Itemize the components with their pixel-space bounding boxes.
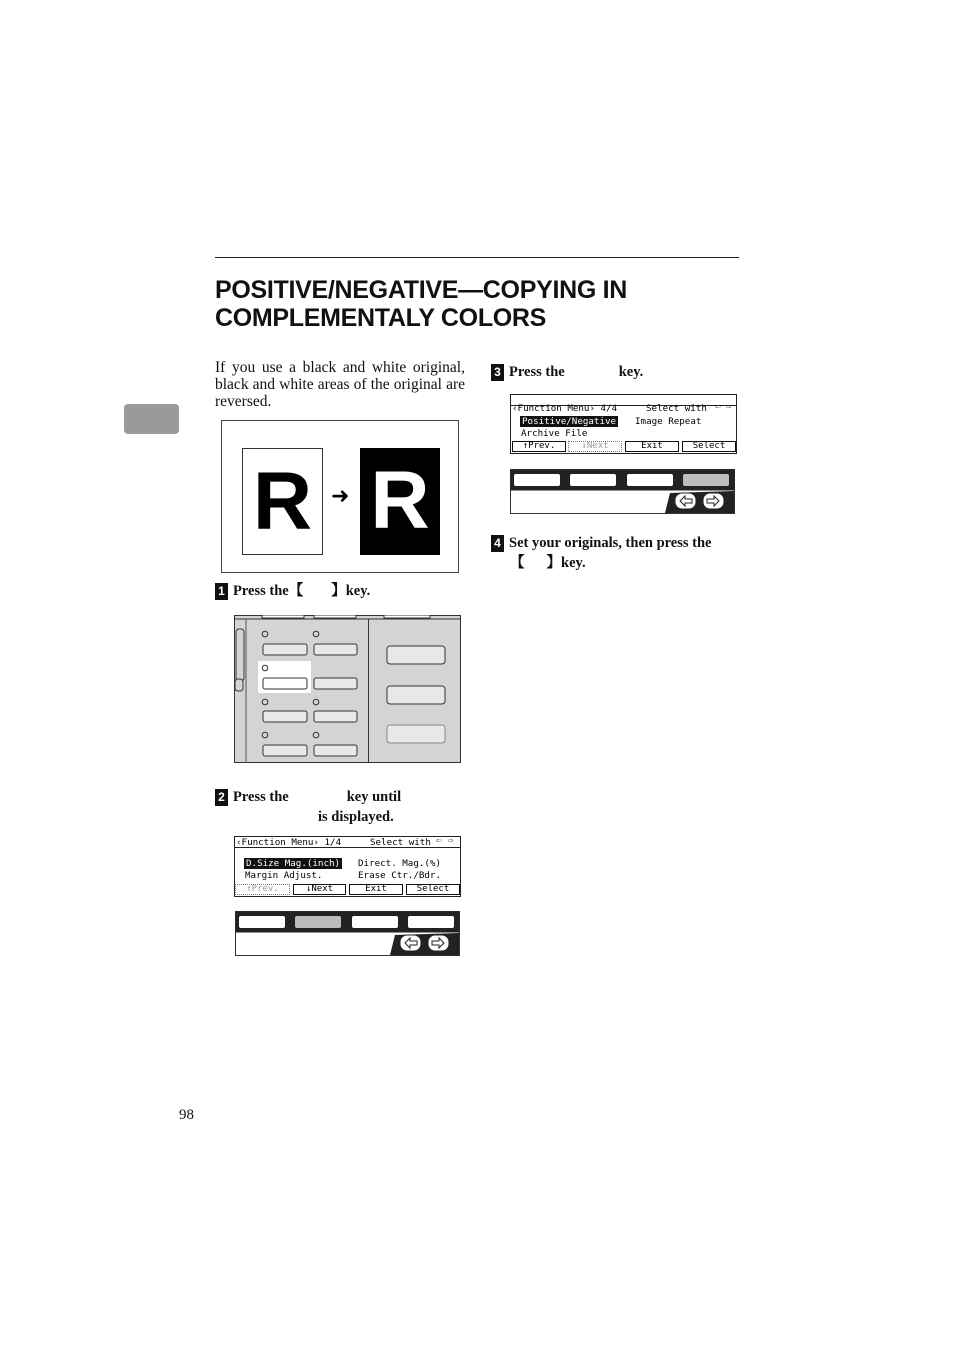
step-3 xyxy=(491,364,751,381)
page-number: 98 xyxy=(179,1107,194,1123)
step-4-text-a: Set your originals, then press the xyxy=(509,535,712,551)
lcd2-select-softkey[interactable]: Select xyxy=(682,441,736,452)
right-arrow-icon: ⇨ xyxy=(726,402,732,412)
title-line-2: COMPLEMENTALY COLORS xyxy=(215,304,547,332)
step-4-number: 4 xyxy=(491,535,504,552)
step-4-line2 xyxy=(510,555,586,572)
step-4-text-b: key. xyxy=(561,555,586,571)
reversed-letter: R xyxy=(370,455,430,546)
original-sheet xyxy=(242,448,323,555)
chapter-tab xyxy=(124,404,179,434)
key-strip-2 xyxy=(510,469,735,514)
lcd2-item-image-repeat[interactable]: Image Repeat xyxy=(635,416,702,427)
lcd1-item-margin-adjust[interactable]: Margin Adjust. xyxy=(245,870,323,881)
lcd1-header: ‹Function Menu› 1/4 xyxy=(236,837,342,848)
lcd-screen-page4 xyxy=(510,394,737,454)
key-strip-1 xyxy=(235,911,460,956)
step-3-text-a: Press the xyxy=(509,364,565,380)
lcd-screen-page1 xyxy=(234,836,461,897)
lcd1-exit-softkey[interactable]: Exit xyxy=(349,884,403,895)
step-2-line2: is displayed. xyxy=(318,809,394,825)
lcd1-prev-softkey[interactable]: ↑Prev. xyxy=(235,884,290,895)
key-strip-2-drawing xyxy=(510,469,735,514)
step-1 xyxy=(215,583,475,600)
positive-negative-illustration xyxy=(221,420,459,573)
top-rule xyxy=(215,257,739,258)
intro-paragraph: If you use a black and white original, black and white areas of the original are reversed. xyxy=(215,359,465,410)
title-line-1: POSITIVE/NEGATIVE—COPYING IN xyxy=(215,276,628,304)
control-panel-drawing xyxy=(234,615,461,763)
step-3-number: 3 xyxy=(491,364,504,381)
step-2 xyxy=(215,789,475,806)
step-4 xyxy=(491,535,751,552)
step-1-text-b: key. xyxy=(345,583,371,599)
step-3-text-b: key. xyxy=(618,364,644,380)
key-strip-1-drawing xyxy=(235,911,460,956)
left-arrow-icon: ⇦ xyxy=(715,402,721,412)
left-arrow-icon: ⇦ xyxy=(436,836,442,846)
right-arrow-icon: ⇨ xyxy=(448,836,454,846)
lcd1-item-erase[interactable]: Erase Ctr./Bdr. xyxy=(358,870,441,881)
step-1-text-a: Press the xyxy=(233,583,289,599)
arrow-icon: ➜ xyxy=(331,483,350,508)
step-1-number: 1 xyxy=(215,583,228,600)
control-panel-illustration xyxy=(234,615,461,763)
reversed-sheet xyxy=(360,448,440,555)
step-4-key-close: 】 xyxy=(546,555,561,571)
lcd2-next-softkey[interactable]: ↓Next xyxy=(568,441,622,452)
lcd2-header: ‹Function Menu› 4/4 xyxy=(512,403,618,414)
step-1-key-close: 】 xyxy=(331,583,346,599)
lcd1-item-direct-mag[interactable]: Direct. Mag.(%) xyxy=(358,858,441,869)
step-2-text-b: key until xyxy=(346,789,402,805)
lcd1-select-hint: Select with xyxy=(370,837,431,848)
page-title xyxy=(215,276,755,332)
lcd2-prev-softkey[interactable]: ↑Prev. xyxy=(512,441,566,452)
lcd2-select-hint: Select with xyxy=(646,403,707,414)
step-4-key-open: 【 xyxy=(510,555,525,571)
lcd2-item-positive-negative[interactable]: Positive/Negative xyxy=(522,416,617,427)
lcd1-item-dsize-mag[interactable]: D.Size Mag.(inch) xyxy=(246,858,341,869)
lcd1-select-softkey[interactable]: Select xyxy=(406,884,460,895)
step-2-text-a: Press the xyxy=(233,789,289,805)
lcd2-item-archive-file[interactable]: Archive File xyxy=(521,428,588,439)
step-1-key-open: 【 xyxy=(288,583,304,599)
lcd1-next-softkey[interactable]: ↓Next xyxy=(293,884,346,895)
original-letter: R xyxy=(252,456,313,547)
lcd2-exit-softkey[interactable]: Exit xyxy=(625,441,679,452)
step-2-number: 2 xyxy=(215,789,228,806)
